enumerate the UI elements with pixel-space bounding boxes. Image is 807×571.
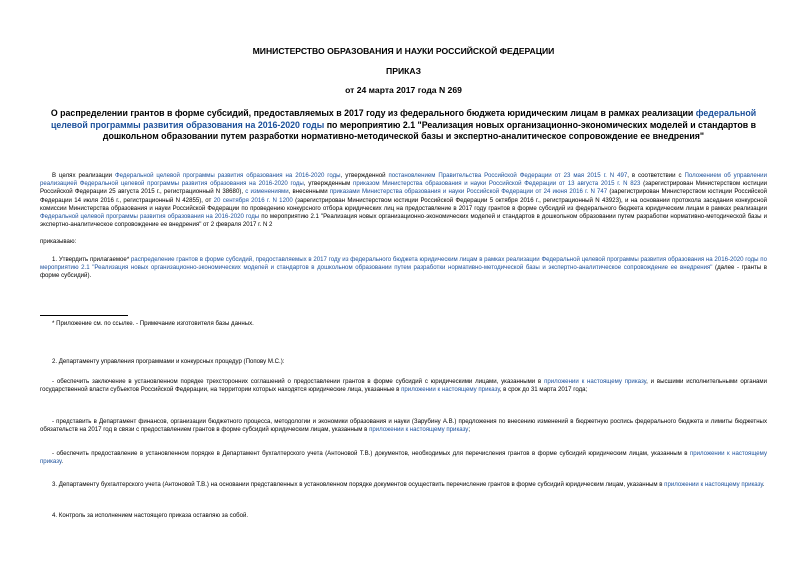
preamble-text: по мероприятию 2.1 "Реализация новых организационно-экономических моделей и стандартов в дошкольном образовании путем разработки нормативно-методической базы и экспертно-аналитическое сопровождение ее внедрения" от 2 февраля 2017 г. N 2: [40, 213, 767, 229]
item-3-paragraph: [40, 481, 767, 489]
footnote: * Приложение см. по ссылке. - Примечание изготовителя базы данных.: [52, 320, 254, 327]
preamble-text: (зарегистрирован Министерством юстиции Российской Федерации 25 августа 2015 г., регистрационный N 38680),: [40, 180, 768, 196]
program-link-2[interactable]: Федеральной целевой программы развития образования на 2016-2020 годы: [40, 213, 260, 221]
preamble-text: (зарегистрирован Министерством юстиции Российской Федерации 5 октября 2016 г., регистрационный N 43923), и на основании протокола заседания конкурсной комиссии Министерства образования и науки Российской Федерации по проведению конкурсного отбора юридических лиц на предоставление в 2017 году грантов в форме субсидий из федерального бюджета юридическим лицам в рамках реализации: [40, 196, 767, 212]
grant-distribution-link[interactable]: распределение грантов в форме субсидий, предоставляемых в 2017 году из федерального бюджета юридическим лицам в рамках реализации Федеральной целевой программы развития образования на 2016-2020 годы по мероприятию 2.1 "Реализация новых организационно-экономических моделей и стандартов в дошкольном образовании путем разработки нормативно-методической базы и экспертно-аналитическое сопровождение ее внедрения": [40, 256, 767, 272]
item-1-text: (далее - гранты в форме субсидий).: [40, 264, 767, 280]
amending-orders-link[interactable]: приказами Министерства образования и науки Российской Федерации от 24 июня 2016 г. N 747: [329, 188, 608, 196]
prikazyvayu-text: приказываю:: [40, 238, 77, 245]
item-1-text: 1. Утвердить прилагаемое*: [52, 256, 131, 263]
sept-order-link[interactable]: 20 сентября 2016 г. N 1200: [213, 196, 293, 204]
item-3-text: .: [762, 481, 765, 488]
title-text-2: по мероприятию 2.1 "Реализация новых организационно-экономических моделей и стандартов в дошкольном образовании путем разработки нормативно-методической базы и экспертно-аналитическое сопровождение ее внедрения": [102, 119, 757, 141]
appendix-link[interactable]: приложении к настоящему приказу: [664, 481, 763, 488]
bullet-documents: [40, 450, 767, 466]
bullet-budget: [40, 418, 767, 434]
preamble-text: В целях реализации: [52, 172, 115, 179]
preamble-text: , утвержденным: [303, 180, 354, 188]
bullet-text: .: [61, 458, 64, 466]
bullet-text: , и высшими исполнительными органами государственной власти субъектов Российской Федерации, на территории которых находятся юридические лица, указанные в: [40, 378, 767, 394]
title-text-1: О распределении грантов в форме субсидий, предоставляемых в 2017 году из федерального бюджета юридическим лицам в рамках реализации: [50, 108, 696, 118]
date-number: от 24 марта 2017 года N 269: [345, 85, 462, 95]
item-4-paragraph: 4. Контроль за исполнением настоящего приказа оставляю за собой.: [52, 512, 249, 519]
preamble-text: , в соответствии с: [627, 172, 685, 179]
amendments-link[interactable]: с изменениями: [245, 188, 289, 196]
doc-type-heading: ПРИКАЗ: [386, 66, 421, 76]
order-title: [40, 108, 767, 143]
preamble-text: (зарегистрирован Министерством юстиции Российской Федерации 14 июля 2016 г., регистрационный N 42855), от: [40, 188, 767, 204]
government-decree-link[interactable]: постановлением Правительства Российской Федерации от 23 мая 2015 г. N 497: [388, 172, 628, 179]
regulation-link[interactable]: Положением об управлении реализацией Федеральной целевой программы развития образования на 2016-2020 годы: [40, 172, 767, 188]
ministry-order-link[interactable]: приказом Министерства образования и науки Российской Федерации от 13 августа 2015 г. N 823: [353, 180, 641, 188]
appendix-link[interactable]: приложении к настоящему приказу: [369, 426, 469, 434]
bullet-text: - представить в Департамент финансов, организации бюджетного процесса, методологии и экономики образования и науки (Зарубину А.В.) предложения по внесению изменений в бюджетную роспись федерального бюджета и лимиты бюджетных обязательств на 2017 год в связи с предоставлением грантов в форме субсидий юридическим лицам, указанным в: [40, 418, 767, 434]
preamble-text: , утвержденной: [340, 172, 389, 179]
title-program-link[interactable]: федеральной целевой программы развития образования на 2016-2020 годы: [50, 108, 757, 130]
appendix-link[interactable]: приложении к настоящему приказу: [40, 450, 767, 466]
appendix-link[interactable]: приложении к настоящему приказу: [544, 378, 647, 385]
item-1-paragraph: [40, 256, 767, 281]
bullet-text: ;: [468, 426, 471, 434]
preamble-paragraph: [40, 172, 767, 229]
appendix-link[interactable]: приложении к настоящему приказу: [401, 386, 500, 394]
ministry-header: МИНИСТЕРСТВО ОБРАЗОВАНИЯ И НАУКИ РОССИЙСКОЙ ФЕДЕРАЦИИ: [252, 46, 555, 56]
footnote-separator: [40, 315, 128, 316]
item-2-paragraph: 2. Департаменту управления программами и конкурсных процедур (Попову М.С.):: [52, 358, 285, 365]
program-link[interactable]: Федеральной целевой программы развития образования на 2016-2020 годы: [115, 172, 341, 179]
bullet-text: - обеспечить предоставление в установленном порядке в Департамент бухгалтерского учета (Антоновой Т.В.) документов, необходимых для перечисления грантов в форме субсидий юридическим лицам, указанным в: [52, 450, 690, 457]
bullet-text: - обеспечить заключение в установленном порядке трехсторонних соглашений о предоставлении грантов в форме субсидий с юридическими лицами, указанными в: [52, 378, 545, 385]
item-3-text: 3. Департаменту бухгалтерского учета (Антоновой Т.В.) на основании представленных в установленном порядке документов осуществить перечисление грантов в форме субсидий юридическим лицам, указанным в: [52, 481, 665, 488]
preamble-text: , внесенными: [288, 188, 330, 196]
bullet-text: , в срок до 31 марта 2017 года;: [499, 386, 588, 394]
bullet-agreements: [40, 378, 767, 394]
